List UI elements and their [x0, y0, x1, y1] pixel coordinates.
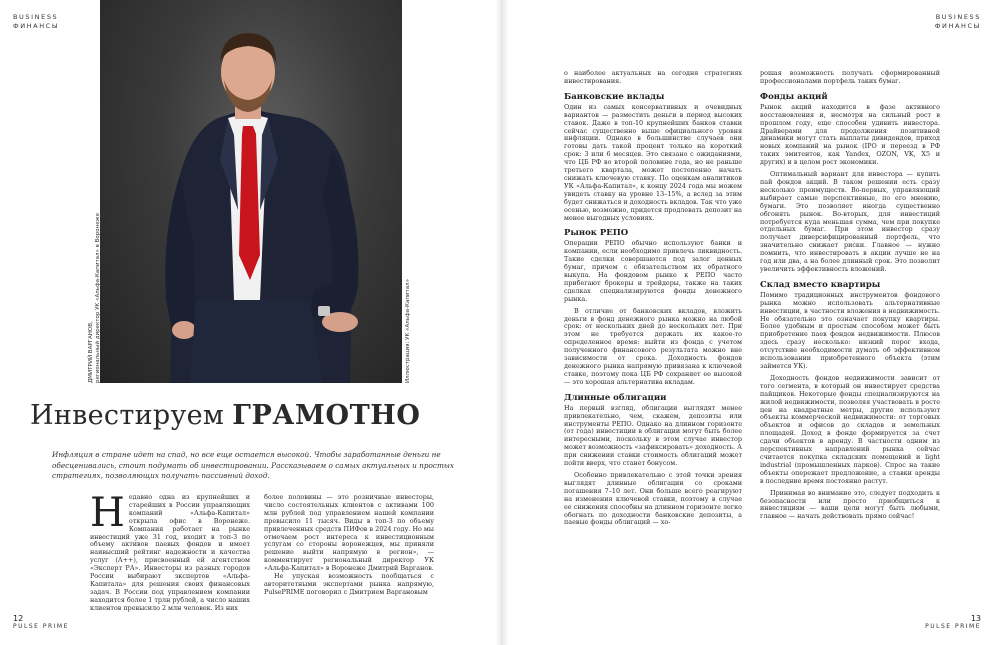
magazine-name: PULSE PRIME [925, 623, 981, 630]
article-title [30, 400, 421, 431]
caption-name: ДМИТРИЙ ВАРГАНОВ, [88, 321, 94, 383]
subheading-warehouse: Склад вместо квартиры [760, 279, 881, 290]
magazine-name: PULSE PRIME [13, 623, 69, 630]
section-label-right [935, 13, 981, 31]
portrait-illustration [100, 0, 402, 383]
body-column-4 [760, 70, 940, 521]
dropcap: Н [90, 490, 125, 536]
body-column-3 [564, 70, 742, 527]
portrait-photo [100, 0, 402, 383]
page-gutter [495, 0, 509, 645]
folio-left [13, 614, 69, 630]
paragraph: Один из самых консервативных и очевидных вариантов — разместить деньги в период высоких ставок. Даже в топ-10 крупнейших банков ставки сейчас существенно выше официального уровня инфляции. Однако в большинстве случаев они готовы дать такой процент только на короткий срок: 3 или 6 месяцев. Это связано с ожиданиями, что ЦБ РФ во второй половине года, но не раньше третьего квартала, может постепенно начать снижать ключевую ставку. По оценкам аналитиков УК «Альфа-Капитал», к концу 2024 года мы можем увидеть ставку на уровне 13–15%, а вслед за этим будет снижаться и доходность вкладов. Так что уже осенью, возможно, придется продлевать депозит на менее выгодных условиях. [564, 102, 742, 222]
subheading-repo: Рынок РЕПО [564, 228, 629, 239]
paragraph: Помимо традиционных инструментов фондового рынка можно использовать альтернативные инвестиции, в частности вложения в недвижимость. Не обязательно это означает покупку квартиры. Более удобным и простым способом может быть приобретение паев фондов недвижимости. Плюсов здесь сразу несколько: низкий порог входа, отсутствие необходимости думать об эффективном использовании приобретенного объекта (этим займется УК). [760, 290, 940, 370]
photo-credit: Иллюстрация: УК «Альфа-Капитал» [405, 279, 411, 383]
paragraph: Не упуская возможность пообщаться с авторитетными экспертами рынка напрямую, PulsePRIME поговорил с Дмитрием Варгановым [264, 572, 434, 596]
subheading-stocks: Фонды акций [760, 91, 828, 102]
body-column-1 [90, 490, 250, 613]
paragraph: о наиболее актуальных на сегодня стратегиях инвестирования. [564, 69, 742, 85]
section-business: BUSINESS [935, 13, 981, 21]
title-part-1: Инвестируем [30, 400, 225, 431]
section-label-left [13, 13, 59, 31]
caption-role: региональный директор УК «Альфа-Капитал» в Воронеже [95, 213, 101, 383]
photo-caption [88, 213, 102, 383]
paragraph: В отличие от банковских вкладов, вложить деньги в фонд денежного рынка можно на любой срок: от нескольких дней до нескольких лет. При этом не требуется держать их какое-то определенное время: выйти из фонда с учетом полученного финансового результата можно вне зависимости от срока. Доходность фондов денежного рынка напрямую привязана к ключевой ставке, поэтому пока ЦБ РФ сохраняет ее высокой — это хорошая альтернатива вкладам. [564, 306, 742, 386]
paragraph: едавно одна из крупнейших и старейших в России управляющих компаний «Альфа-Капитал» открыла офис в Воронеже. Компания работает на рынке инвестиций уже 31 год, входит в топ-3 по объему активов паевых фондов и имеет наивысший рейтинг надежности и качества услуг (А++), присвоенный ей агентством «Эксперт РА». Инвесторы из разных городов России выбирают экспертов «Альфа-Капитала» для решения своих финансовых задач. В России под управлением компании находится более 1 трлн рублей, а число наших клиентов превысило 2 млн человек. Из них [90, 493, 250, 612]
article-lead: Инфляция в стране идет на спад, но все еще остается высокой. Чтобы заработанные деньги не обесценивались, стоит подумать об инвестировании. Рассказываем о самых актуальных и простых стратегиях, позволяющих получать пассивный доход. [52, 450, 454, 480]
paragraph: Операции РЕПО обычно используют банки и компании, если необходимо привлечь ликвидность. Такие сделки совершаются под залог ценных бумаг, причем с обязательством их обратного выкупа. На фондовом рынке к РЕПО часто прибегают брокеры и трейдеры, также на таких сделках специализируются фонды денежного рынка. [564, 239, 742, 303]
paragraph: Оптимальный вариант для инвестора — купить пай фондов акций. В таком решении есть сразу несколько преимуществ. Во-первых, управляющий выбирает самые перспективные, по его мнению, бумаги. Это позволяет иногда существенно обгонять рынок. Во-вторых, для инвестиций потребуется куда меньшая сумма, чем при покупке отдельных бумаг. При этом инвестор сразу получает диверсифицированный портфель, что значительно снижает риски. Главное — нужно помнить, что инвестировать в акции лучше не на год или два, а на более длинный срок. Это позволит увеличить эффективность вложений. [760, 170, 940, 273]
paragraph: Рынок акций находится в фазе активного восстановления и, несмотря на сильный рост в прошлом году, еще способен удивить инвестора. Драйверами для продолжения позитивной динамики могут стать выплаты дивидендов, приход новых компаний на рынок (IPO и переезд в РФ таких эмитентов, как Yandex, OZON, VK, X5 и других) и в целом рост экономики. [760, 102, 940, 167]
paragraph: Принимая во внимание это, следует подходить к безопасности или просто приобщиться к инвестициям — ваши цели могут быть любыми, главное — начать действовать прямо сейчас! [760, 488, 940, 521]
page-number: 13 [970, 614, 981, 623]
section-finance: ФИНАНСЫ [13, 22, 60, 30]
body-column-2 [264, 494, 434, 597]
paragraph: рошая возможность получать сформированный профессионалами портфель таких бумаг. [760, 69, 940, 85]
paragraph: Доходность фондов недвижимости зависит от того сегмента, в который он инвестирует средства пайщиков. Некоторые фонды специализируются на жилой недвижимости, позволяя участвовать в росте цен на квадратные метры, другие используют объекты коммерческой недвижимости: от торговых объектов и офисов до складов и земельных площадей. Доход в фонде формируется за счет сдачи объектов в аренду. В частности одним из перспективных направлений рынка сейчас считается покупка складских помещений и light industrial (промышленных парков). Спрос на такие объекты опережает предложение, а ставки аренды в последние время постоянно растут. [760, 373, 940, 485]
page-number: 12 [13, 614, 24, 623]
section-finance: ФИНАНСЫ [934, 22, 981, 30]
subheading-bonds: Длинные облигации [564, 392, 667, 403]
paragraph: На первый взгляд, облигации выглядят менее привлекательно, чем, скажем, депозиты или инструменты РЕПО. Однако на длинном горизонте (от года) инвестиции в облигации могут быть более интересными, поскольку в этом случае инвестор может возможность «зафиксировать» доходность. А при снижении ставки стоимость облигаций может пойти вверх, что станет бонусом. [564, 403, 742, 468]
paragraph: Особенно привлекательно с этой точки зрения выглядят длинные облигации со сроками погашения 7–10 лет. Они больше всего реагируют на изменения ключевой ставки, поэтому в случае ее снижения способны на длинном горизонте легко обогнать по доходности банковские депозиты, а паевые фонды облигаций — хо- [564, 470, 742, 527]
folio-right [925, 614, 981, 630]
section-business: BUSINESS [13, 13, 59, 21]
subheading-deposits: Банковские вклады [564, 91, 665, 102]
title-part-2: ГРАМОТНО [232, 400, 421, 431]
paragraph: более половины — это розничные инвесторы, число состоятельных клиентов с активами 100 млн рублей под управлением нашей компании превысило 11 тысяч. Виды в топ-3 по объему привлеченных средств ПИФов в 2024 году. Но мы отмечаем рост интереса к инвестиционным услугам со стороны воронежцев, мы приняли решение выйти напрямую в регион», — комментирует региональный директор УК «Альфа-Капитал» в Воронеже Дмитрий Варганов. [264, 493, 434, 573]
